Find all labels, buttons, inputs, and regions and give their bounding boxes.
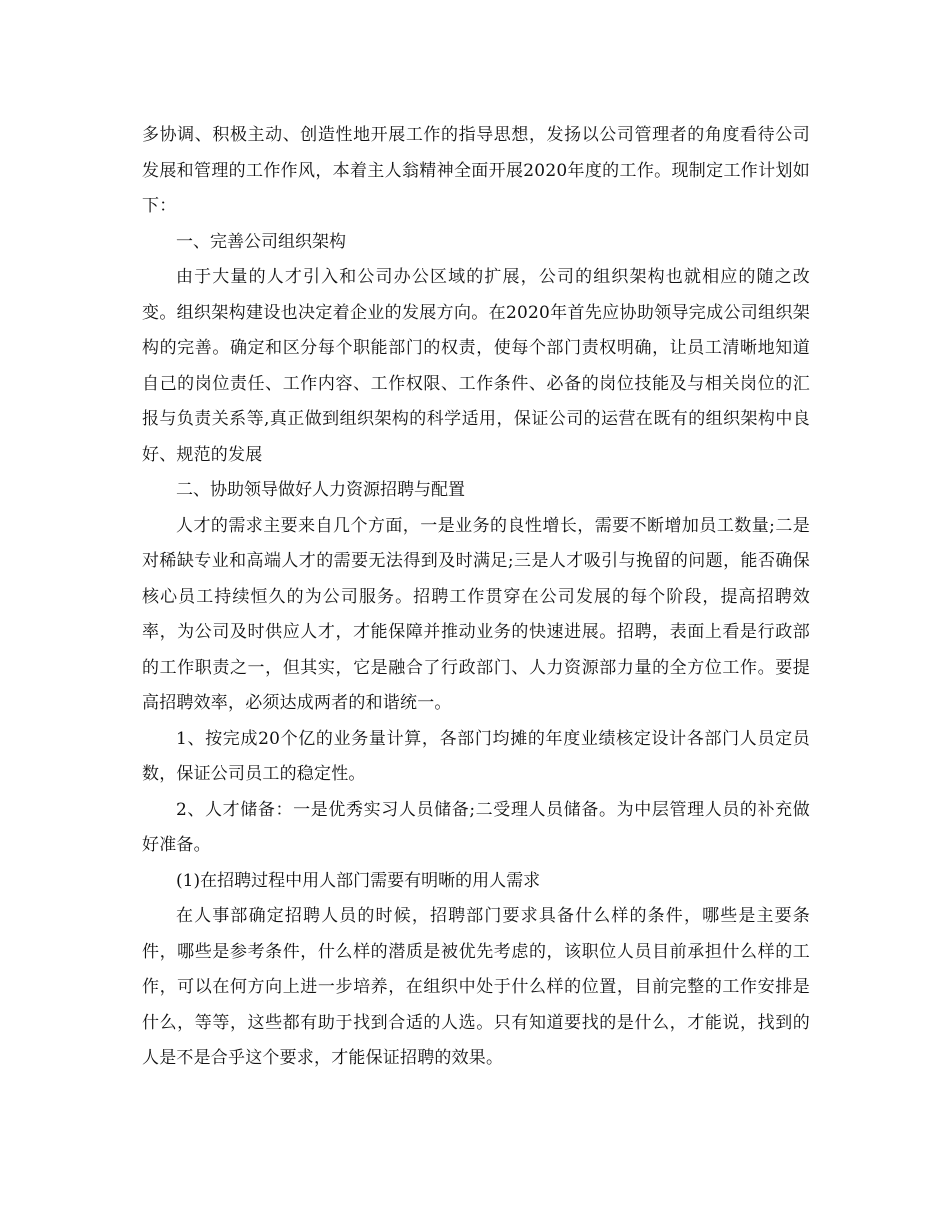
body-paragraph: 由于大量的人才引入和公司办公区域的扩展，公司的组织架构也就相应的随之改变。组织架构建设也决定着企业的发展方向。在2020年首先应协助领导完成公司组织架构的完善。确定和区分每个职能部门的权责，使每个部门责权明确，让员工清晰地知道自己的岗位责任、工作内容、工作权限、工作条件、必备的岗位技能及与相关岗位的汇报与负责关系等,真正做到组织架构的科学适用，保证公司的运营在既有的组织架构中良好、规范的发展 [142,267,810,465]
subsection-heading: (1)在招聘过程中用人部门需要有明晰的用人需求 [176,870,541,891]
list-item-1: 1、按完成20个亿的业务量计算，各部门均摊的年度业绩核定设计各部门人员定员数，保证公司员工的稳定性。 [142,728,810,784]
intro-paragraph: 多协调、积极主动、创造性地开展工作的指导思想，发扬以公司管理者的角度看待公司发展和管理的工作作风，本着主人翁精神全面开展2020年度的工作。现制定工作计划如下： [142,125,810,216]
document-body [142,118,810,1077]
section-heading-1: 一、完善公司组织架构 [176,231,346,252]
body-paragraph: 在人事部确定招聘人员的时候，招聘部门要求具备什么样的条件，哪些是主要条件，哪些是参考条件，什么样的潜质是被优先考虑的，该职位人员目前承担什么样的工作，可以在何方向上进一步培养，在组织中处于什么样的位置，目前完整的工作安排是什么，等等，这些都有助于找到合适的人选。只有知道要找的是什么，才能说，找到的人是不是合乎这个要求，才能保证招聘的效果。 [142,906,810,1068]
body-paragraph: 人才的需求主要来自几个方面，一是业务的良性增长，需要不断增加员工数量;二是对稀缺专业和高端人才的需要无法得到及时满足;三是人才吸引与挽留的问题，能否确保核心员工持续恒久的为公司服务。招聘工作贯穿在公司发展的每个阶段，提高招聘效率，为公司及时供应人才，才能保障并推动业务的快速进展。招聘，表面上看是行政部的工作职责之一，但其实，它是融合了行政部门、人力资源部力量的全方位工作。要提高招聘效率，必须达成两者的和谐统一。 [142,515,810,713]
section-heading-2: 二、协助领导做好人力资源招聘与配置 [176,480,465,500]
list-item-2: 2、人才储备：一是优秀实习人员储备;二受理人员储备。为中层管理人员的补充做好准备。 [142,799,810,855]
